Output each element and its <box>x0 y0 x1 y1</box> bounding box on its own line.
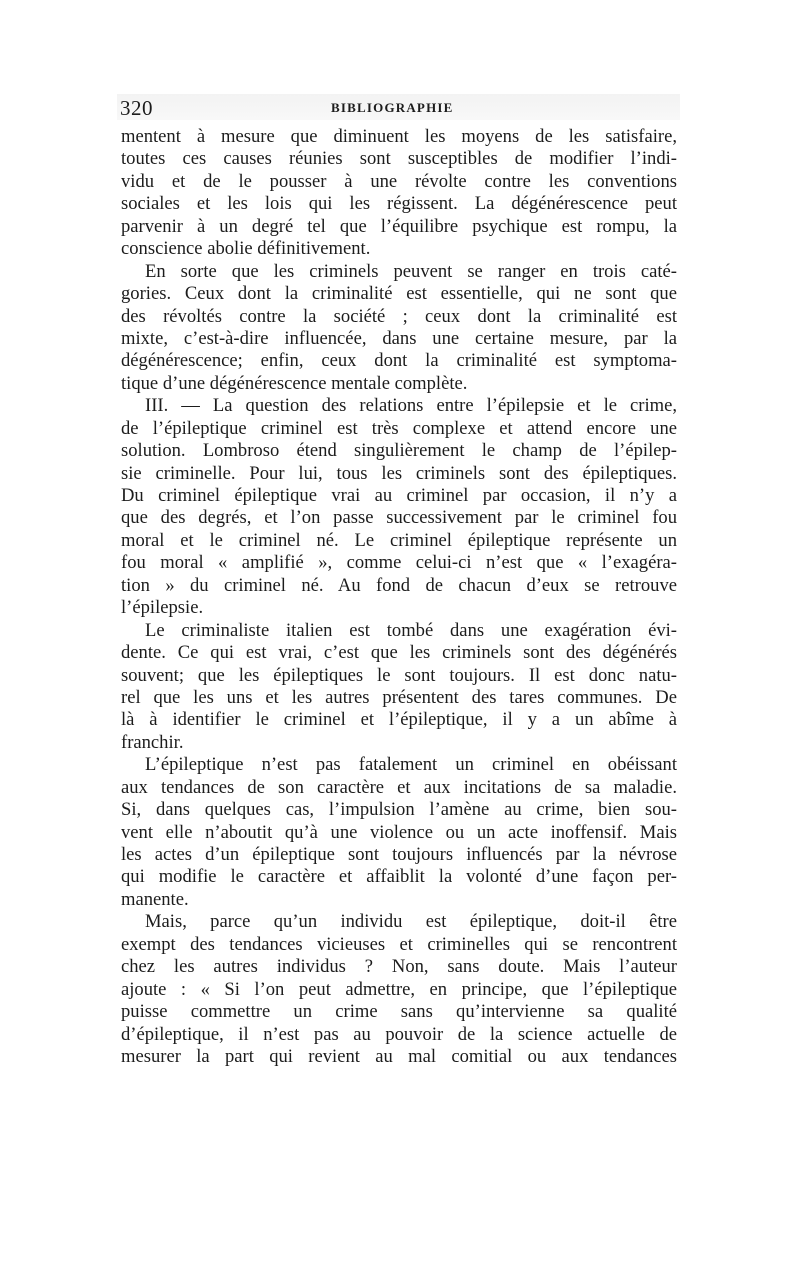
text-line: aux tendances de son caractère et aux incitations de sa maladie. <box>121 776 677 798</box>
text-line: d’épileptique, il n’est pas au pouvoir de la science actuelle de <box>121 1023 677 1045</box>
text-line: Du criminel épileptique vrai au criminel par occasion, il n’y a <box>121 485 677 506</box>
text-line: l’épilepsie. <box>121 597 204 619</box>
paragraph-start-line: En sorte que les criminels peuvent se ranger en trois caté- <box>145 260 677 282</box>
text-line: les actes d’un épileptique sont toujours influencés par la névrose <box>121 844 677 865</box>
text-line: exempt des tendances vicieuses et criminelles qui se rencontrent <box>121 933 677 955</box>
text-line: que des degrés, et l’on passe successivement par le criminel fou <box>121 507 677 529</box>
text-line: dégénérescence; enfin, ceux dont la criminalité est symptoma- <box>121 350 677 372</box>
running-title: BIBLIOGRAPHIE <box>331 100 454 115</box>
text-line: souvent; que les épileptiques le sont toujours. Il est donc natu- <box>121 664 677 686</box>
text-line: mixte, c’est-à-dire influencée, dans une certaine mesure, par la <box>121 327 677 349</box>
text-line: vent elle n’aboutit qu’à une violence ou un acte inoffensif. Mais <box>121 821 677 843</box>
body-text <box>121 126 677 1068</box>
text-line: moral et le criminel né. Le criminel épileptique représente un <box>121 529 677 551</box>
text-line: rel que les uns et les autres présentent des tares communes. De <box>121 686 677 708</box>
paragraph-start-line: L’épileptique n’est pas fatalement un criminel en obéissant <box>145 754 677 776</box>
text-line: conscience abolie définitivement. <box>121 238 371 260</box>
text-line: franchir. <box>121 731 184 753</box>
text-line: puisse commettre un crime sans qu’intervienne sa qualité <box>121 1001 677 1023</box>
page-number: 320 <box>120 96 153 120</box>
text-line: là à identifier le criminel et l’épileptique, il y a un abîme à <box>121 709 677 731</box>
text-line: de l’épileptique criminel est très complexe et attend encore une <box>121 417 677 439</box>
text-line: des révoltés contre la société ; ceux dont la criminalité est <box>121 305 677 327</box>
text-line: sociales et les lois qui les régissent. La dégénérescence peut <box>121 193 677 215</box>
paragraph-start-line: Mais, parce qu’un individu est épileptique, doit-il être <box>145 911 677 933</box>
paragraph-start-line: Le criminaliste italien est tombé dans une exagération évi- <box>145 619 677 641</box>
text-line: gories. Ceux dont la criminalité est essentielle, qui ne sont que <box>121 283 677 305</box>
text-line: dente. Ce qui est vrai, c’est que les criminels sont des dégénérés <box>121 642 677 664</box>
section-start-line: III. — La question des relations entre l’épilepsie et le crime, <box>145 395 677 417</box>
text-line: parvenir à un degré tel que l’équilibre psychique est rompu, la <box>121 215 677 237</box>
text-line: qui modifie le caractère et affaiblit la volonté d’une façon per- <box>121 866 677 888</box>
text-line: solution. Lombroso étend singulièrement le champ de l’épilep- <box>121 440 677 462</box>
text-line: manente. <box>121 888 189 910</box>
text-line: fou moral « amplifié », comme celui-ci n’est que « l’exagéra- <box>121 552 677 574</box>
text-line: vidu et de le pousser à une révolte contre les conventions <box>121 170 677 192</box>
text-line: mesurer la part qui revient au mal comitial ou aux tendances <box>121 1045 677 1067</box>
text-line: mentent à mesure que diminuent les moyens de les satisfaire, <box>121 126 677 147</box>
text-line: Si, dans quelques cas, l’impulsion l’amène au crime, bien sou- <box>121 799 677 821</box>
text-line: sie criminelle. Pour lui, tous les criminels sont des épileptiques. <box>121 462 677 484</box>
text-line: toutes ces causes réunies sont susceptibles de modifier l’indi- <box>121 148 677 170</box>
text-line: tion » du criminel né. Au fond de chacun d’eux se retrouve <box>121 574 677 596</box>
text-line: ajoute : « Si l’on peut admettre, en principe, que l’épileptique <box>121 978 677 1000</box>
text-line: tique d’une dégénérescence mentale complète. <box>121 372 468 394</box>
text-line: chez les autres individus ? Non, sans doute. Mais l’auteur <box>121 956 677 978</box>
page-header <box>117 94 680 120</box>
